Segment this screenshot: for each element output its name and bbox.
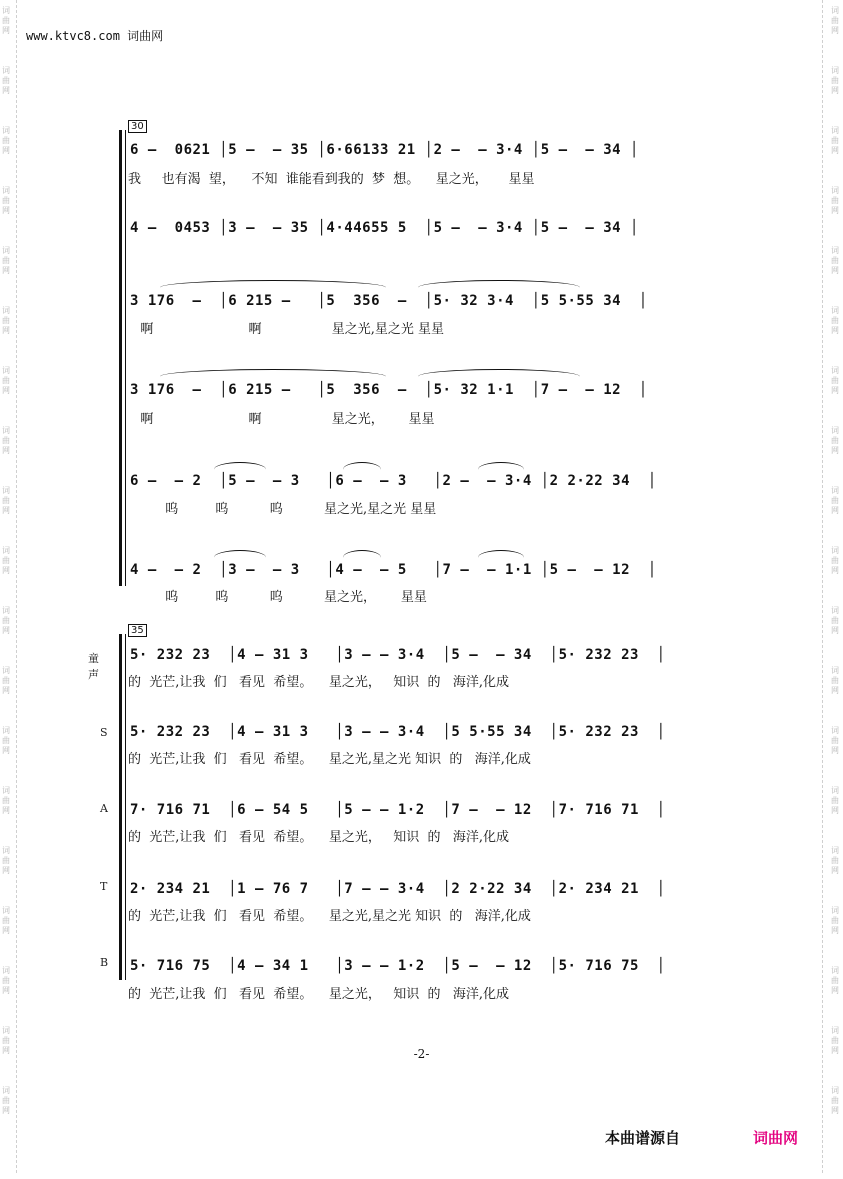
watermark-glyph: 网 (831, 506, 839, 515)
notation-row: 3 176 – │6 215 – │5 356 – │5· 32 1·1 │7 – – 12 │ (130, 382, 648, 398)
watermark-glyph: 曲 (831, 736, 839, 745)
watermark-glyph: 网 (2, 1106, 10, 1115)
watermark-glyph: 网 (831, 1106, 839, 1115)
lyric-row: 的 光芒,让我 们 看见 希望。 星之光,星之光 知识 的 海洋,化成 (128, 752, 531, 767)
watermark-glyph: 网 (831, 986, 839, 995)
watermark-glyph: 曲 (2, 256, 10, 265)
watermark-glyph: 词 (2, 486, 10, 495)
lyric-row: 啊 啊 星之光,星之光 星星 (128, 322, 444, 337)
watermark-glyph: 词 (831, 66, 839, 75)
system-bracket-line (125, 130, 126, 586)
watermark-glyph: 曲 (2, 736, 10, 745)
watermark-glyph-group (2, 306, 10, 336)
source-site-link[interactable]: 词曲网 (753, 1129, 799, 1147)
watermark-glyph: 词 (831, 966, 839, 975)
watermark-glyph: 曲 (831, 856, 839, 865)
system-bracket (119, 634, 122, 980)
watermark-glyph-group (2, 426, 10, 456)
watermark-glyph: 词 (2, 426, 10, 435)
watermark-glyph: 网 (831, 746, 839, 755)
watermark-glyph: 曲 (831, 136, 839, 145)
watermark-glyph-group (2, 966, 10, 996)
watermark-glyph: 曲 (831, 1036, 839, 1045)
watermark-glyph: 词 (2, 306, 10, 315)
watermark-glyph-group (831, 726, 839, 756)
watermark-glyph: 词 (2, 1026, 10, 1035)
watermark-glyph: 曲 (831, 976, 839, 985)
watermark-glyph: 网 (831, 146, 839, 155)
watermark-glyph: 曲 (831, 496, 839, 505)
watermark-glyph-group (2, 606, 10, 636)
watermark-glyph: 曲 (831, 796, 839, 805)
watermark-glyph: 词 (2, 606, 10, 615)
watermark-glyph: 曲 (2, 76, 10, 85)
watermark-glyph: 曲 (2, 496, 10, 505)
watermark-glyph: 网 (2, 566, 10, 575)
watermark-glyph: 词 (2, 1086, 10, 1095)
watermark-glyph: 曲 (2, 196, 10, 205)
lyric-row: 的 光芒,让我 们 看见 希望。 星之光， 知识 的 海洋,化成 (128, 675, 510, 690)
system-bracket-line (125, 634, 126, 980)
watermark-glyph: 词 (831, 546, 839, 555)
watermark-glyph: 词 (831, 726, 839, 735)
watermark-glyph: 词 (2, 546, 10, 555)
watermark-glyph: 词 (2, 366, 10, 375)
watermark-glyph-group (831, 246, 839, 276)
watermark-glyph-group (2, 1086, 10, 1116)
notation-row: 5· 716 75 │4 – 34 1 │3 – – 1·2 │5 – – 12 │5· 716 75 │ (130, 958, 666, 974)
lyric-row: 我 也有渴 望， 不知 谁能看到我的 梦 想。 星之光， 星星 (128, 172, 535, 187)
watermark-glyph-group (831, 786, 839, 816)
voice-label-soprano: S (100, 726, 108, 739)
right-margin-line (822, 0, 823, 1173)
watermark-glyph-group (831, 606, 839, 636)
watermark-glyph: 网 (831, 866, 839, 875)
watermark-glyph: 网 (831, 86, 839, 95)
watermark-glyph: 网 (2, 806, 10, 815)
watermark-glyph: 词 (831, 786, 839, 795)
site-header[interactable]: www.ktvc8.com 词曲网 (26, 29, 164, 43)
watermark-glyph: 网 (2, 26, 10, 35)
watermark-glyph: 网 (2, 266, 10, 275)
notation-row: 7· 716 71 │6 – 54 5 │5 – – 1·2 │7 – – 12 │7· 716 71 │ (130, 802, 666, 818)
watermark-glyph: 曲 (2, 376, 10, 385)
page-number: -2- (413, 1047, 430, 1061)
notation-row: 6 – – 2 │5 – – 3 │6 – – 3 │2 – – 3·4 │2 2·22 34 │ (130, 473, 657, 489)
lyric-row: 呜 呜 呜 星之光， 星星 (128, 590, 427, 605)
watermark-glyph: 网 (2, 146, 10, 155)
measure-number: 35 (128, 624, 147, 637)
watermark-glyph: 网 (831, 626, 839, 635)
measure-number: 30 (128, 120, 147, 133)
voice-label-bass: B (100, 956, 109, 969)
watermark-glyph-group (831, 666, 839, 696)
watermark-glyph: 词 (2, 966, 10, 975)
watermark-glyph: 曲 (831, 256, 839, 265)
watermark-glyph: 网 (831, 446, 839, 455)
watermark-glyph: 曲 (831, 436, 839, 445)
watermark-glyph-group (831, 126, 839, 156)
watermark-glyph-group (2, 546, 10, 576)
voice-label-children: 童声 (88, 652, 99, 681)
watermark-glyph: 词 (2, 186, 10, 195)
watermark-glyph: 网 (2, 1046, 10, 1055)
left-margin-line (16, 0, 17, 1173)
watermark-glyph: 词 (831, 306, 839, 315)
watermark-glyph: 曲 (2, 1036, 10, 1045)
system-bracket (119, 130, 122, 586)
left-watermark-strip (0, 0, 12, 1179)
watermark-glyph: 词 (2, 906, 10, 915)
watermark-glyph: 词 (831, 846, 839, 855)
watermark-glyph: 曲 (2, 916, 10, 925)
watermark-glyph: 词 (831, 126, 839, 135)
watermark-glyph-group (2, 486, 10, 516)
watermark-glyph-group (831, 186, 839, 216)
watermark-glyph: 词 (2, 666, 10, 675)
watermark-glyph: 网 (831, 1046, 839, 1055)
watermark-glyph: 网 (2, 386, 10, 395)
watermark-glyph-group (831, 426, 839, 456)
watermark-glyph: 曲 (831, 616, 839, 625)
watermark-glyph: 词 (831, 186, 839, 195)
watermark-glyph: 曲 (2, 856, 10, 865)
notation-row: 5· 232 23 │4 – 31 3 │3 – – 3·4 │5 5·55 34 │5· 232 23 │ (130, 724, 666, 740)
watermark-glyph: 网 (2, 506, 10, 515)
watermark-glyph-group (831, 486, 839, 516)
watermark-glyph: 词 (2, 66, 10, 75)
watermark-glyph: 网 (831, 386, 839, 395)
watermark-glyph: 网 (2, 326, 10, 335)
watermark-glyph-group (831, 1086, 839, 1116)
notation-row: 3 176 – │6 215 – │5 356 – │5· 32 3·4 │5 5·55 34 │ (130, 293, 648, 309)
watermark-glyph-group (831, 966, 839, 996)
watermark-glyph: 曲 (831, 556, 839, 565)
watermark-glyph: 词 (2, 6, 10, 15)
watermark-glyph: 词 (831, 606, 839, 615)
watermark-glyph-group (831, 66, 839, 96)
watermark-glyph: 曲 (2, 796, 10, 805)
watermark-glyph-group (831, 546, 839, 576)
watermark-glyph-group (2, 186, 10, 216)
watermark-glyph: 网 (831, 326, 839, 335)
watermark-glyph: 网 (2, 746, 10, 755)
watermark-glyph: 词 (831, 1086, 839, 1095)
watermark-glyph-group (2, 906, 10, 936)
watermark-glyph-group (2, 846, 10, 876)
watermark-glyph-group (2, 246, 10, 276)
watermark-glyph-group (2, 666, 10, 696)
watermark-glyph-group (2, 66, 10, 96)
watermark-glyph: 词 (831, 906, 839, 915)
watermark-glyph: 网 (831, 566, 839, 575)
watermark-glyph: 网 (2, 926, 10, 935)
watermark-glyph: 曲 (2, 616, 10, 625)
watermark-glyph: 曲 (2, 556, 10, 565)
watermark-glyph-group (831, 366, 839, 396)
watermark-glyph: 词 (2, 246, 10, 255)
notation-row: 5· 232 23 │4 – 31 3 │3 – – 3·4 │5 – – 34 │5· 232 23 │ (130, 647, 666, 663)
watermark-glyph: 词 (2, 126, 10, 135)
watermark-glyph: 网 (831, 26, 839, 35)
right-watermark-strip (829, 0, 841, 1179)
watermark-glyph: 网 (2, 206, 10, 215)
lyric-row: 的 光芒,让我 们 看见 希望。 星之光， 知识 的 海洋,化成 (128, 830, 510, 845)
watermark-glyph: 曲 (831, 376, 839, 385)
source-label: 本曲谱源自 (605, 1129, 681, 1147)
watermark-glyph: 曲 (831, 316, 839, 325)
notation-row: 4 – – 2 │3 – – 3 │4 – – 5 │7 – – 1·1 │5 – – 12 │ (130, 562, 657, 578)
watermark-glyph: 词 (831, 1026, 839, 1035)
watermark-glyph: 曲 (2, 676, 10, 685)
watermark-glyph: 词 (2, 846, 10, 855)
watermark-glyph: 曲 (831, 676, 839, 685)
watermark-glyph: 词 (831, 666, 839, 675)
watermark-glyph: 词 (831, 426, 839, 435)
watermark-glyph: 词 (2, 786, 10, 795)
notation-row: 4 – 0453 │3 – – 35 │4·44655 5 │5 – – 3·4 │5 – – 34 │ (130, 220, 639, 236)
watermark-glyph: 网 (831, 686, 839, 695)
watermark-glyph-group (831, 846, 839, 876)
watermark-glyph-group (2, 126, 10, 156)
watermark-glyph: 曲 (2, 16, 10, 25)
watermark-glyph: 网 (2, 686, 10, 695)
watermark-glyph: 曲 (2, 316, 10, 325)
watermark-glyph: 曲 (2, 136, 10, 145)
watermark-glyph: 曲 (831, 76, 839, 85)
watermark-glyph-group (2, 366, 10, 396)
watermark-glyph: 网 (831, 926, 839, 935)
watermark-glyph: 网 (2, 866, 10, 875)
watermark-glyph: 曲 (2, 976, 10, 985)
watermark-glyph: 曲 (831, 16, 839, 25)
watermark-glyph-group (2, 6, 10, 36)
lyric-row: 的 光芒,让我 们 看见 希望。 星之光,星之光 知识 的 海洋,化成 (128, 909, 531, 924)
notation-row: 6 – 0621 │5 – – 35 │6·66133 21 │2 – – 3·4 │5 – – 34 │ (130, 142, 639, 158)
watermark-glyph: 词 (831, 486, 839, 495)
notation-row: 2· 234 21 │1 – 76 7 │7 – – 3·4 │2 2·22 34 │2· 234 21 │ (130, 881, 666, 897)
watermark-glyph-group (2, 786, 10, 816)
watermark-glyph: 词 (831, 246, 839, 255)
watermark-glyph: 网 (2, 986, 10, 995)
watermark-glyph: 曲 (831, 916, 839, 925)
watermark-glyph: 网 (2, 86, 10, 95)
watermark-glyph: 网 (2, 626, 10, 635)
watermark-glyph: 网 (831, 206, 839, 215)
watermark-glyph: 曲 (2, 1096, 10, 1105)
watermark-glyph-group (831, 306, 839, 336)
watermark-glyph: 词 (2, 726, 10, 735)
watermark-glyph: 曲 (2, 436, 10, 445)
watermark-glyph-group (831, 6, 839, 36)
lyric-row: 的 光芒,让我 们 看见 希望。 星之光， 知识 的 海洋,化成 (128, 987, 510, 1002)
voice-label-tenor: T (100, 880, 108, 893)
watermark-glyph: 网 (831, 266, 839, 275)
lyric-row: 呜 呜 呜 星之光,星之光 星星 (128, 502, 437, 517)
voice-label-alto: A (100, 802, 108, 815)
lyric-row: 啊 啊 星之光， 星星 (128, 412, 435, 427)
watermark-glyph: 曲 (831, 1096, 839, 1105)
watermark-glyph: 词 (831, 366, 839, 375)
watermark-glyph: 词 (831, 6, 839, 15)
watermark-glyph: 曲 (831, 196, 839, 205)
watermark-glyph: 网 (831, 806, 839, 815)
watermark-glyph-group (2, 726, 10, 756)
watermark-glyph: 网 (2, 446, 10, 455)
watermark-glyph-group (831, 906, 839, 936)
